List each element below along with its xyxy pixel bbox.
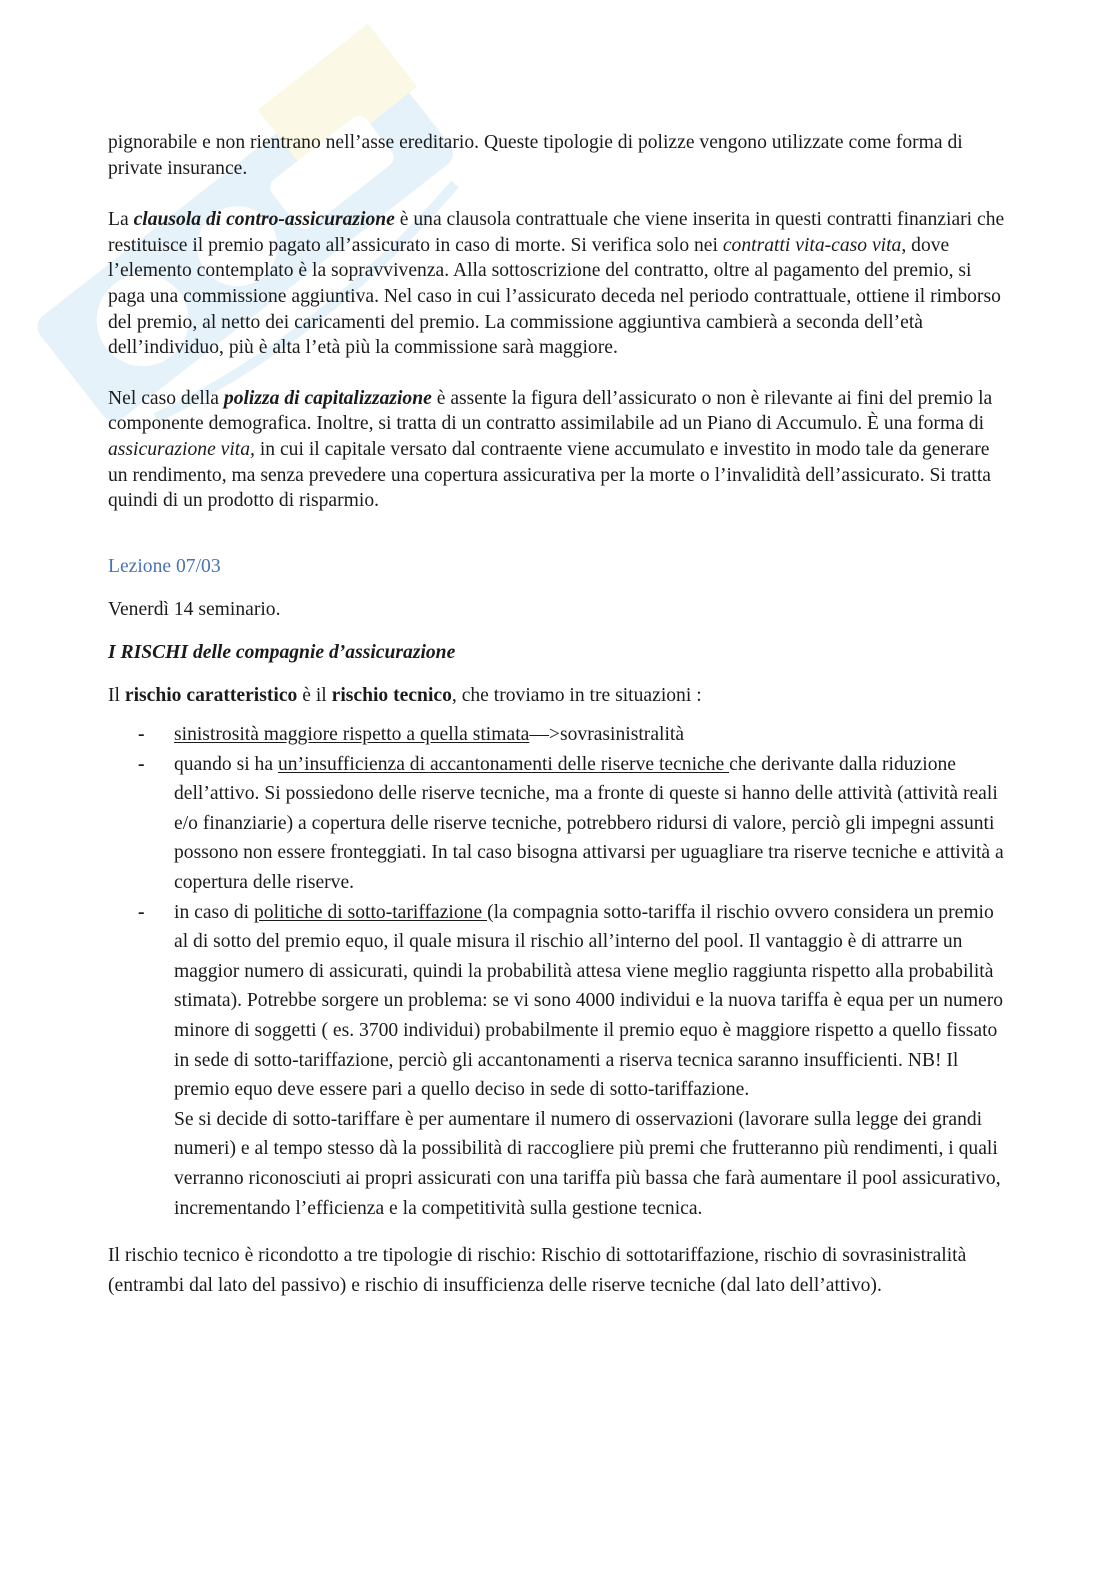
polizza-term: polizza di capitalizzazione <box>223 387 432 409</box>
lesson-heading: Lezione 07/03 <box>108 555 221 577</box>
risk-intro-middle: è il <box>297 684 332 706</box>
clausola-term: clausola di contro-assicurazione <box>133 209 395 231</box>
clausola-after-term: è una clausola contrattuale che viene inserita in questi contratti finanziari che restituisce il premio pagato all’assicurato in caso di morte. Si verifica solo nei <box>108 209 1005 256</box>
list-item-prefix: in caso di <box>174 901 254 923</box>
list-item-rest: (la compagnia sotto-tariffa il rischio ovvero considera un premio al di sotto del premio equo, il quale misura il rischio all’interno del pool. Il vantaggio è di attrarre un maggior numero di assicurati, quindi la probabilità attesa viene meglio raggiunta rispetto alla probabilità stimata). Potrebbe sorgere un problema: se vi sono 4000 individui e la nuova tariffa è equa per un numero minore di soggetti ( es. 3700 individui) probabilmente il premio equo è maggiore rispetto a quello fissato in sede di sotto-tariffazione, perciò gli accantonamenti a riserva tecnica saranno insufficienti. NB! Il premio equo deve essere pari a quello deciso in sede di sotto-tariffazione. <box>174 901 1004 1101</box>
risk-intro-suffix: , che troviamo in tre situazioni : <box>451 684 702 706</box>
clausola-prefix: La <box>108 209 134 231</box>
risk-intro-paragraph <box>108 683 1008 709</box>
section-spacer <box>108 514 1008 554</box>
list-item <box>108 720 1008 750</box>
intro-paragraph: pignorabile e non rientrano nell’asse ereditario. Queste tipologie di polizze vengono utilizzate come forma di private insurance. <box>108 132 963 179</box>
list-item-text <box>174 898 1008 1105</box>
polizza-rest: in cui il capitale versato dal contraente viene accumulato e investito in modo tale da generare un rendimento, ma senza prevedere una copertura assicurativa per la morte o l’invalidità dell’assicurato. Si tratta quindi di un prodotto di risparmio. <box>108 438 992 512</box>
list-item-text <box>174 750 1008 898</box>
risk-intro-prefix: Il <box>108 684 125 706</box>
clausola-italic: contratti vita-caso vita <box>722 234 902 256</box>
list-bullet: - <box>138 724 145 746</box>
list-bullet: - <box>138 901 145 923</box>
conclusion-paragraph: Il rischio tecnico è ricondotto a tre tipologie di rischio: Rischio di sottotariffazione, rischio di sovrasinistralità (entrambi dal lato del passivo) e rischio di insufficienza delle riserve tecniche (dal lato dell’attivo). <box>108 1245 967 1296</box>
seminar-note: Venerdì 14 seminario. <box>108 599 281 621</box>
polizza-after-term: è assente la figura dell’assicurato o non è rilevante ai fini del premio la componente demografica. Inoltre, si tratta di un contratto assimilabile ad un Piano di Accumulo. È una forma di <box>108 387 993 435</box>
polizza-italic: assicurazione vita, <box>108 438 255 460</box>
polizza-paragraph <box>108 386 1008 514</box>
document-body <box>108 130 1008 1300</box>
list-bullet: - <box>138 753 145 775</box>
list-item <box>108 898 1008 1224</box>
list-item <box>108 750 1008 898</box>
clausola-rest: , dove l’elemento contemplato è la sopravvivenza. Alla sottoscrizione del contratto, oltre al pagamento del premio, si paga una commissione aggiuntiva. Nel caso in cui l’assicurato deceda nel periodo contrattuale, ottiene il rimborso del premio, al netto dei caricamenti del premio. La commissione aggiuntiva cambierà a seconda dell’età dell’individuo, più è alta l’età più la commissione sarà maggiore. <box>108 234 1001 359</box>
list-item-continuation: Se si decide di sotto-tariffare è per aumentare il numero di osservazioni (lavorare sulla legge dei grandi numeri) e al tempo stesso dà la possibilità di raccogliere più premi che frutteranno più rendimenti, i quali verranno riconosciuti ai propri assicurati con una tariffa più bassa che farà aumentare il pool assicurativo, incrementando l’efficienza e la competitività sulla gestione tecnica. <box>174 1108 1001 1219</box>
list-item-underlined: sinistrosità maggiore rispetto a quella stimata <box>174 724 530 746</box>
list-item-text <box>174 720 1008 750</box>
list-item-underlined: politiche di sotto-tariffazione <box>254 901 488 923</box>
list-item-prefix: quando si ha <box>174 753 278 775</box>
polizza-prefix: Nel caso della <box>108 387 224 409</box>
risk-list <box>108 720 1008 1223</box>
list-item-underlined: un’insufficienza di accantonamenti delle riserve tecniche <box>277 753 730 775</box>
list-item-rest: che derivante dalla riduzione dell’attivo. Si possiedono delle riserve tecniche, ma a fronte di queste si hanno delle attività (attività reali e/o finanziarie) a copertura delle riserve tecniche, potrebbero ridursi di valore, perciò gli impegni assunti possono non essere fronteggiati. In tal caso bisogna attivarsi per uguagliare tra riserve tecniche e attività a copertura delle riserve. <box>174 753 1004 894</box>
clausola-paragraph <box>108 207 1008 361</box>
list-item-rest: —>sovrasinistralità <box>529 724 685 746</box>
risks-title: I RISCHI delle compagnie d’assicurazione <box>108 641 456 663</box>
risk-intro-bold-1: rischio caratteristico <box>124 684 298 706</box>
risk-intro-bold-2: rischio tecnico <box>331 684 452 706</box>
